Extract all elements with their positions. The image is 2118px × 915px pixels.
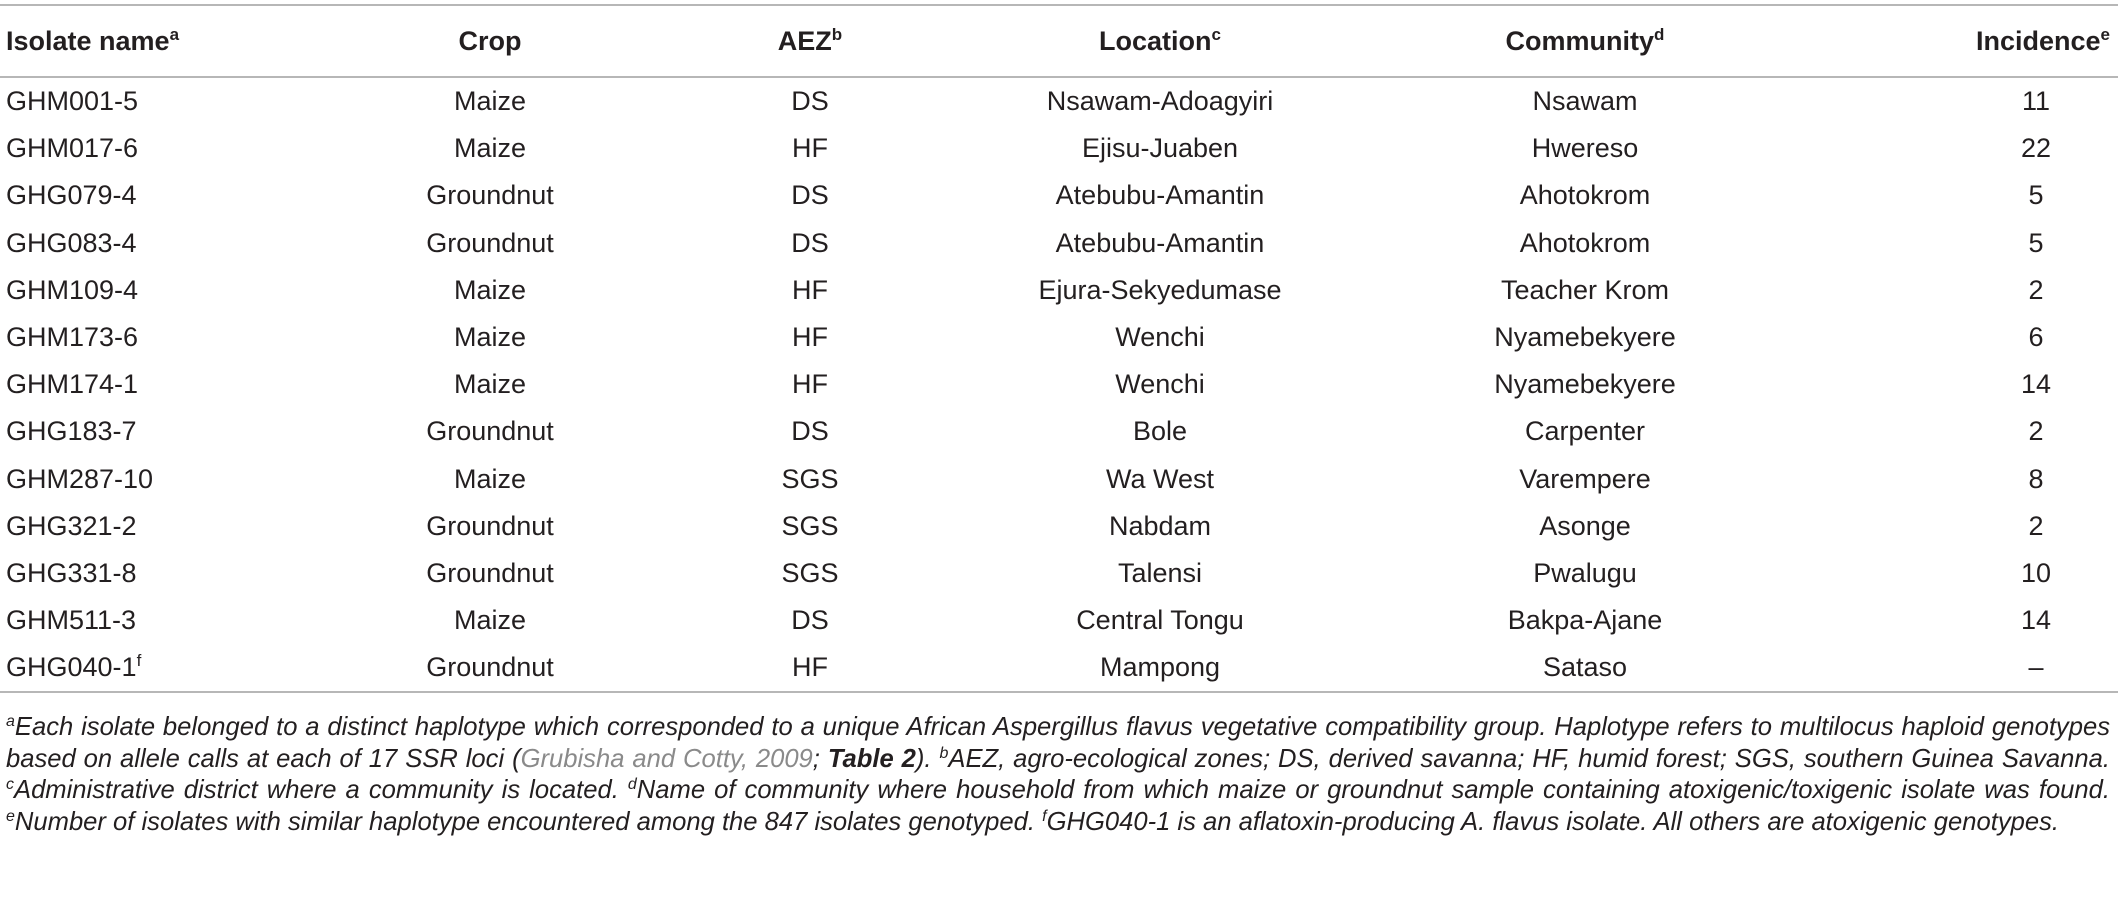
cell-aez: DS (791, 605, 829, 636)
cell-community: Ahotokrom (1519, 227, 1651, 258)
table-row (0, 550, 2118, 597)
cell-aez: DS (791, 416, 829, 447)
table-row (0, 503, 2118, 550)
cell-incidence: 14 (2020, 369, 2052, 400)
table-row (0, 644, 2118, 692)
cell-isolate-name: GHM511-3 (6, 605, 137, 636)
cell-aez: SGS (781, 510, 839, 541)
cell-community: Nsawam (1532, 86, 1638, 117)
cell-incidence: 5 (2028, 180, 2044, 211)
cell-aez: HF (792, 322, 828, 353)
cell-community: Varempere (1519, 463, 1651, 494)
cell-community: Asonge (1539, 510, 1631, 541)
cell-community: Nyamebekyere (1494, 322, 1676, 353)
cell-aez: DS (791, 86, 829, 117)
reference-link-grubisha-cotty[interactable]: Grubisha and Cotty, 2009 (520, 744, 813, 773)
cell-crop: Groundnut (426, 180, 554, 211)
cell-isolate-name: GHG183-7 (6, 416, 137, 447)
cell-aez: HF (792, 274, 828, 305)
header-incidence: Incidence$^e$ (1975, 24, 2110, 56)
cell-location: Nsawam-Adoagyiri (1046, 86, 1274, 117)
cell-location: Talensi (1117, 557, 1203, 588)
footnote-a-marker: a (6, 713, 15, 730)
cell-isolate-name: GHG079-4 (6, 180, 137, 211)
cell-crop: Maize (453, 369, 527, 400)
cell-location: Wenchi (1115, 369, 1205, 400)
table-row (0, 361, 2118, 408)
footnote-e-text: Number of isolates with similar haplotype encountered among the 847 isolates genotyped. (14, 807, 1043, 836)
cell-community: Pwalugu (1533, 557, 1637, 588)
table-row (0, 267, 2118, 314)
table-header (0, 5, 2118, 77)
cell-crop: Groundnut (426, 416, 554, 447)
cell-incidence: 2 (2028, 510, 2044, 541)
cell-aez: DS (791, 180, 829, 211)
table-body (0, 77, 2118, 692)
header-row (0, 5, 2118, 77)
table-row (0, 172, 2118, 219)
table-row (0, 597, 2118, 644)
cell-location: Atebubu-Amantin (1055, 227, 1265, 258)
header-location: Location$^c$ (1099, 24, 1221, 56)
footnote-d-marker: d (627, 776, 637, 793)
cell-incidence: 10 (2020, 557, 2052, 588)
cell-location: Nabdam (1108, 510, 1212, 541)
cell-crop: Groundnut (426, 557, 554, 588)
cell-isolate-name: GHM287-10 (6, 463, 154, 494)
cell-community: Nyamebekyere (1494, 369, 1676, 400)
cell-aez: DS (791, 227, 829, 258)
cell-location: Central Tongu (1076, 605, 1244, 636)
cell-aez: HF (792, 369, 828, 400)
cell-incidence: – (1790, 644, 2118, 692)
cell-incidence: 6 (2028, 322, 2044, 353)
cell-crop: Maize (453, 322, 527, 353)
table-row (0, 408, 2118, 455)
cell-isolate-name: GHM017-6 (6, 133, 139, 164)
cell-isolate-name: GHG040-1$^f$ (0, 644, 300, 692)
cell-aez: SGS (781, 557, 839, 588)
footnote-d-text: Name of community where household from which maize or groundnut sample containing atoxigenic/toxigenic isolate was found. (636, 776, 2110, 804)
footnote-b-text: AEZ, agro-ecological zones; DS, derived savanna; HF, humid forest; SGS, southern Guinea Savanna. (948, 744, 2110, 773)
cell-community: Carpenter (1524, 416, 1646, 447)
cell-crop: Groundnut (426, 227, 554, 258)
cell-location: Wa West (1105, 463, 1214, 494)
cell-community: Hwereso (1531, 133, 1639, 164)
header-isolate-name: Isolate name$^a$ (6, 24, 180, 56)
cell-crop: Maize (453, 86, 527, 117)
cell-isolate-name: GHM001-5 (6, 86, 139, 117)
cell-crop: Maize (453, 133, 527, 164)
cell-location: Ejura-Sekyedumase (1038, 274, 1282, 305)
cell-aez: HF (792, 133, 828, 164)
table-row (0, 456, 2118, 503)
cell-incidence: 22 (2020, 133, 2052, 164)
cell-aez: HF (680, 644, 940, 692)
cell-location: Atebubu-Amantin (1055, 180, 1265, 211)
isolates-table (0, 4, 2118, 693)
cell-isolate-name: GHG321-2 (6, 510, 137, 541)
header-aez: AEZ$^b$ (777, 24, 843, 56)
footnote-c-text: Administrative district where a community is located. (14, 776, 628, 804)
table-2-reference[interactable]: Table 2 (827, 744, 916, 773)
cell-incidence: 8 (2028, 463, 2044, 494)
cell-aez: SGS (781, 463, 839, 494)
cell-community: Bakpa-Ajane (1507, 605, 1663, 636)
table-row (0, 314, 2118, 361)
cell-crop: Maize (453, 605, 527, 636)
footnote-b-marker: b (939, 744, 949, 762)
cell-community: Teacher Krom (1500, 274, 1670, 305)
cell-isolate-name: GHG083-4 (6, 227, 137, 258)
cell-incidence: 2 (2028, 416, 2044, 447)
cell-isolate-name: GHM109-4 (6, 274, 139, 305)
cell-incidence: 5 (2028, 227, 2044, 258)
table-row (0, 125, 2118, 172)
header-crop: Crop (458, 25, 522, 56)
cell-location: Wenchi (1115, 322, 1205, 353)
table-row (0, 77, 2118, 125)
cell-community: Ahotokrom (1519, 180, 1651, 211)
header-community: Community$^d$ (1505, 24, 1665, 56)
cell-isolate-name: GHM173-6 (6, 322, 139, 353)
cell-isolate-name: GHG331-8 (6, 557, 137, 588)
cell-isolate-name: GHM174-1 (6, 369, 139, 400)
footnote-c-marker: c (6, 776, 14, 793)
footnote-e-marker: e (6, 807, 15, 825)
cell-crop: Groundnut (426, 510, 554, 541)
table-row (0, 220, 2118, 267)
cell-crop: Groundnut (300, 644, 680, 692)
footnote-f-marker: f (1042, 807, 1047, 825)
cell-crop: Maize (453, 463, 527, 494)
cell-crop: Maize (453, 274, 527, 305)
cell-community: Sataso (1380, 644, 1790, 692)
cell-location: Bole (1132, 416, 1188, 447)
cell-incidence: 11 (2021, 86, 2051, 117)
cell-incidence: 2 (2028, 274, 2044, 305)
cell-location: Mampong (940, 644, 1380, 692)
footnote-f-text: GHG040-1 is an aflatoxin-producing A. flavus isolate. All others are atoxigenic genotypes. (1046, 807, 2060, 836)
footnote-a-text: Each isolate belonged to a distinct haplotype which corresponded to a unique African Aspergillus flavus vegetative compatibility group. Haplotype refers to multilocus haploid genotypes based on allele calls at each of 17 SSR loci ( (6, 713, 2110, 773)
cell-incidence: 14 (2020, 605, 2052, 636)
cell-location: Ejisu-Juaben (1081, 133, 1239, 164)
table-footnote: $^a$Each isolate belonged to a distinct haplotype which corresponded to a unique African Aspergillus flavus vegetative compatibility group. Haplotype refers to multilocus haploid genotypes based on allele calls at each of 17 SSR loci (Grubisha and Cotty, 2009; Table 2). $^b$AEZ, agro-ecological zones; DS, derived savanna; HF, humid forest; SGS, southern Guinea Savanna. $^c$Administrative district where a community is located. $^d$Name of community where household from which maize or groundnut sample containing atoxigenic/toxigenic isolate was found. $^e$Number of isolates with similar haplotype encountered among the 847 isolates genotyped. $^f$GHG040-1 is an aflatoxin-producing A. flavus isolate. All others are atoxigenic genotypes. (6, 713, 2110, 836)
